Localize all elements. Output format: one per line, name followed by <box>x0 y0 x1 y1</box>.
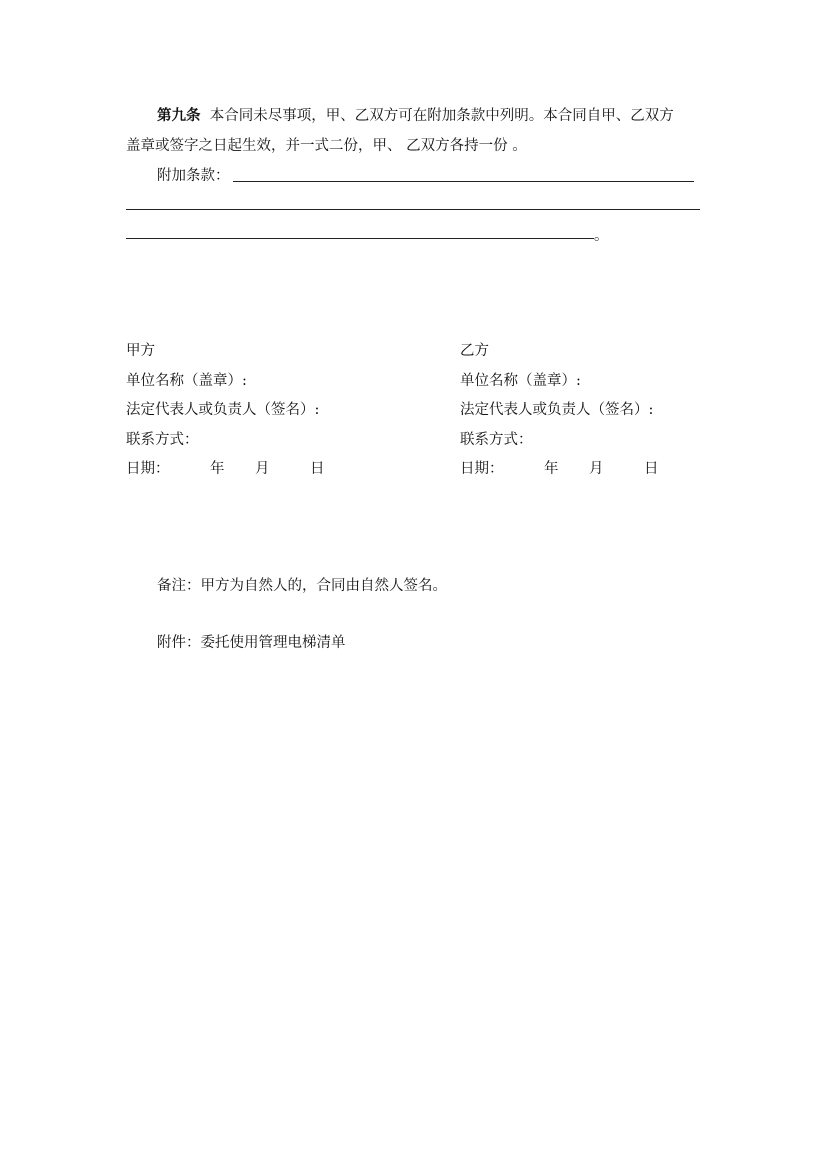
attachment: 附件：委托使用管理电梯清单 <box>157 635 346 651</box>
party-b-unit-name: 单位名称（盖章）: <box>460 372 581 389</box>
party-b-block <box>460 341 659 489</box>
party-a-day: 日 <box>310 461 325 477</box>
party-b-title: 乙方 <box>460 343 489 359</box>
party-a-year: 年 <box>210 461 225 477</box>
party-b-date <box>460 459 659 489</box>
party-b-month: 月 <box>589 461 604 477</box>
supplementary-blank-line-1 <box>233 181 694 182</box>
party-a-month: 月 <box>255 461 270 477</box>
party-b-contact: 联系方式： <box>460 431 533 448</box>
party-b-day: 日 <box>644 461 659 477</box>
remark: 备注：甲方为自然人的，合同由自然人签名。 <box>157 578 447 594</box>
supplementary-end-mark: 。 <box>594 228 609 244</box>
party-b-legal-rep: 法定代表人或负责人（签名）: <box>460 402 654 418</box>
party-a-date-label: 日期： <box>126 461 170 477</box>
party-a-contact: 联系方式： <box>126 431 199 448</box>
article9-text-line1: 本合同未尽事项，甲、乙双方可在附加条款中列明。本合同自甲、乙双方 <box>209 108 674 124</box>
party-b-year: 年 <box>544 461 559 477</box>
article9-heading: 第九条 <box>157 107 201 124</box>
supplementary-blank-line-2 <box>126 209 700 210</box>
supplementary-blank-line-3 <box>126 238 594 239</box>
supplementary-label: 附加条款： <box>157 168 230 184</box>
party-a-legal-rep: 法定代表人或负责人（签名）: <box>126 402 320 418</box>
party-a-unit-name: 单位名称（盖章）: <box>126 372 247 389</box>
article9-line1 <box>157 106 674 126</box>
party-b-date-label: 日期： <box>460 461 504 477</box>
article9-line2: 盖章或签字之日起生效，并一式二份，甲、 乙双方各持一份 。 <box>126 138 527 154</box>
party-a-block <box>126 341 325 489</box>
party-a-title: 甲方 <box>126 343 155 359</box>
party-a-date <box>126 459 325 489</box>
